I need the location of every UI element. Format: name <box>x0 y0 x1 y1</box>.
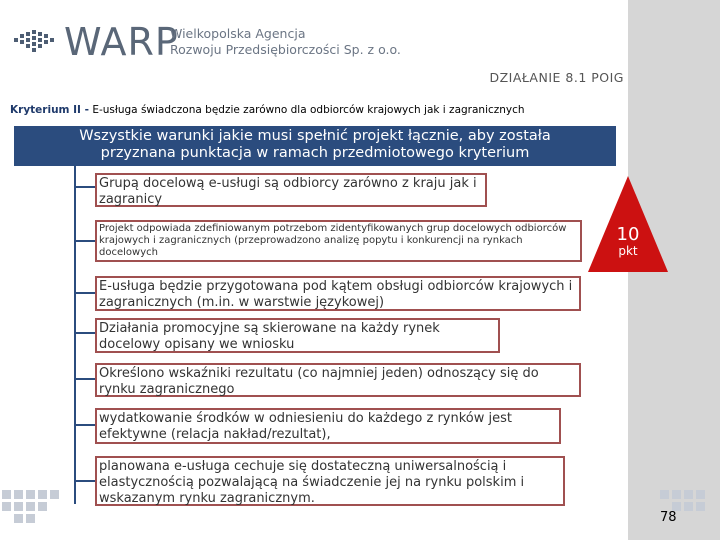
conditions-header-line1: Wszystkie warunki jakie musi spełnić projekt łącznie, aby została <box>79 128 551 144</box>
criterion-line <box>10 104 525 116</box>
tree-branch <box>75 424 95 426</box>
tree-branch <box>75 480 95 482</box>
score-value: 10 <box>616 224 640 245</box>
conditions-header-line2: przyznana punktacja w ramach przedmiotowego kryterium <box>100 145 530 161</box>
agency-name-line2: Rozwoju Przedsiębiorczości Sp. z o.o. <box>170 42 401 57</box>
tree-branch <box>75 292 95 294</box>
tree-branch <box>75 332 95 334</box>
score-unit: pkt <box>618 244 638 258</box>
criterion-label: Kryterium II - <box>10 104 89 116</box>
condition-item: Określono wskaźniki rezultatu (co najmniej jeden) odnoszący się do rynku zagranicznego <box>95 363 581 397</box>
page-number: 78 <box>660 510 677 525</box>
tree-branch <box>75 240 95 242</box>
agency-name <box>170 26 401 58</box>
condition-item: Grupą docelową e-usługi są odbiorcy zarówno z kraju jak i zagranicy <box>95 173 487 207</box>
tree-branch <box>75 378 95 380</box>
action-title: DZIAŁANIE 8.1 POIG <box>489 70 624 85</box>
tree-connector <box>74 164 76 504</box>
conditions-header <box>14 126 616 166</box>
condition-item: Projekt odpowiada zdefiniowanym potrzebom zidentyfikowanych grup docelowych odbiorców krajowych i zagranicznych (przeprowadzono analizę popytu i konkurencji na rynkach docelowych <box>95 220 582 262</box>
logo-wordmark: WARP <box>64 20 179 64</box>
logo-grid-icon <box>14 30 58 52</box>
agency-name-line1: Wielkopolska Agencja <box>170 26 306 41</box>
condition-item: E-usługa będzie przygotowana pod kątem obsługi odbiorców krajowych i zagranicznych (m.in. w warstwie językowej) <box>95 276 581 311</box>
condition-item: Działania promocyjne są skierowane na każdy rynek docelowy opisany we wniosku <box>95 318 500 353</box>
condition-item: planowana e-usługa cechuje się dostateczną uniwersalnością i elastycznością pozwalającą na świadczenie jej na rynku polskim i wskazanym rynku zagranicznym. <box>95 456 565 506</box>
condition-item: wydatkowanie środków w odniesieniu do każdego z rynków jest efektywne (relacja nakład/rezultat), <box>95 408 561 444</box>
watermark-grid-icon <box>2 486 66 526</box>
criterion-text: E-usługa świadczona będzie zarówno dla odbiorców krajowych jak i zagranicznych <box>92 104 525 116</box>
tree-branch <box>75 186 95 188</box>
